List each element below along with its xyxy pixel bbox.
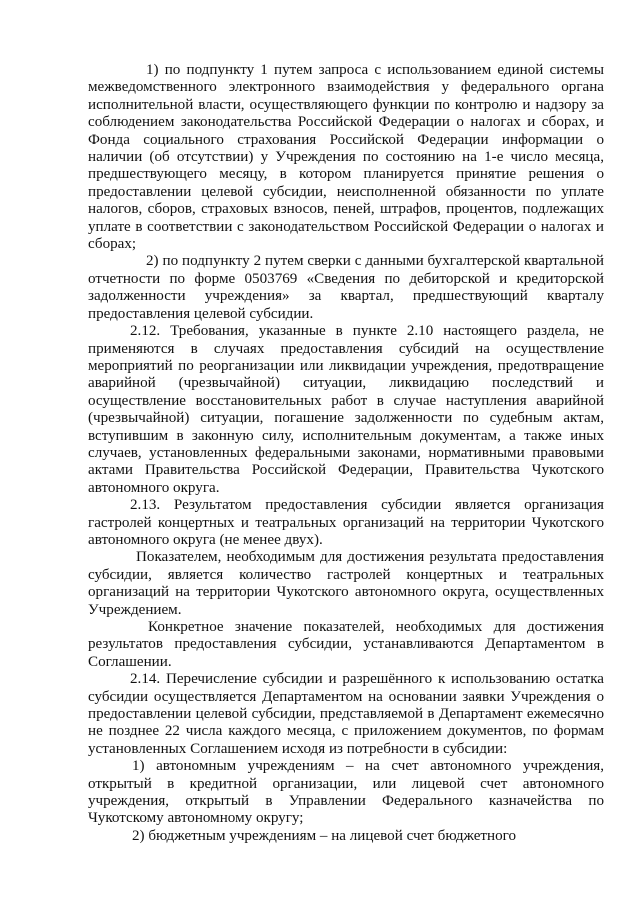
paragraph-budget-institutions: 2) бюджетным учреждениям – на лицевой счет бюджетного <box>132 827 517 844</box>
paragraph-indicator-value: Конкретное значение показателей, необходимых для достижения результатов предоставления субсидии, устанавливаются Департаментом в Соглашении. <box>88 619 604 670</box>
paragraph-2-12-requirements: 2.12. Требования, указанные в пункте 2.10 настоящего раздела, не применяются в случаях предоставления субсидий на осуществление мероприятий по реорганизации или ликвидации учреждения, предотвращение аварийной (чрезвычайной) ситуации, ликвидацию последствий и осуществление восстановительных работ в случае наступления аварийной (чрезвычайной) ситуации, погашение задолженности по судебным актам, вступившим в законную силу, исполнительным документам, а также иных случаев, установленных федеральными законами, нормативными правовыми актами Правительства Российской Федерации, Правительства Чукотского автономного округа. <box>88 323 604 496</box>
paragraph-indicator: Показателем, необходимым для достижения результата предоставления субсидии, является количество гастролей концертных и театральных организаций на территории Чукотского автономного округа, осуществленных Учреждением. <box>88 549 604 618</box>
paragraph-subitem-2-reconciliation: 2) по подпункту 2 путем сверки с данными бухгалтерской квартальной отчетности по форме 0503769 «Сведения по дебиторской и кредиторской задолженности учреждения» за квартал, предшествующий кварталу предоставления целевой субсидии. <box>88 253 604 322</box>
paragraph-2-13-result: 2.13. Результатом предоставления субсидии является организация гастролей концертных и театральных организаций на территории Чукотского автономного округа (не менее двух). <box>88 497 604 548</box>
document-body <box>88 62 604 845</box>
paragraph-2-14-transfer: 2.14. Перечисление субсидии и разрешённого к использованию остатка субсидии осуществляется Департаментом на основании заявки Учреждения о предоставлении целевой субсидии, представляемой в Департамент ежемесячно не позднее 22 числа каждого месяца, с приложением документов, по формам установленных Соглашением исходя из потребности в субсидии: <box>88 671 604 757</box>
paragraph-autonomous-institutions: 1) автономным учреждениям – на счет автономного учреждения, открытый в кредитной организации, или лицевой счет автономного учреждения, открытый в Управлении Федерального казначейства по Чукотскому автономному округу; <box>88 758 604 827</box>
paragraph-subitem-1-tax-request: 1) по подпункту 1 путем запроса с использованием единой системы межведомственного электронного взаимодействия у федерального органа исполнительной власти, осуществляющего функции по контролю и надзору за соблюдением законодательства Российской Федерации о налогах и сборах, и Фонда социального страхования Российской Федерации информации о наличии (об отсутствии) у Учреждения по состоянию на 1-е число месяца, предшествующего месяцу, в котором планируется принятие решения о предоставлении целевой субсидии, неисполненной обязанности по уплате налогов, сборов, страховых взносов, пеней, штрафов, процентов, подлежащих уплате в соответствии с законодательством Российской Федерации о налогах и сборах; <box>88 62 604 253</box>
